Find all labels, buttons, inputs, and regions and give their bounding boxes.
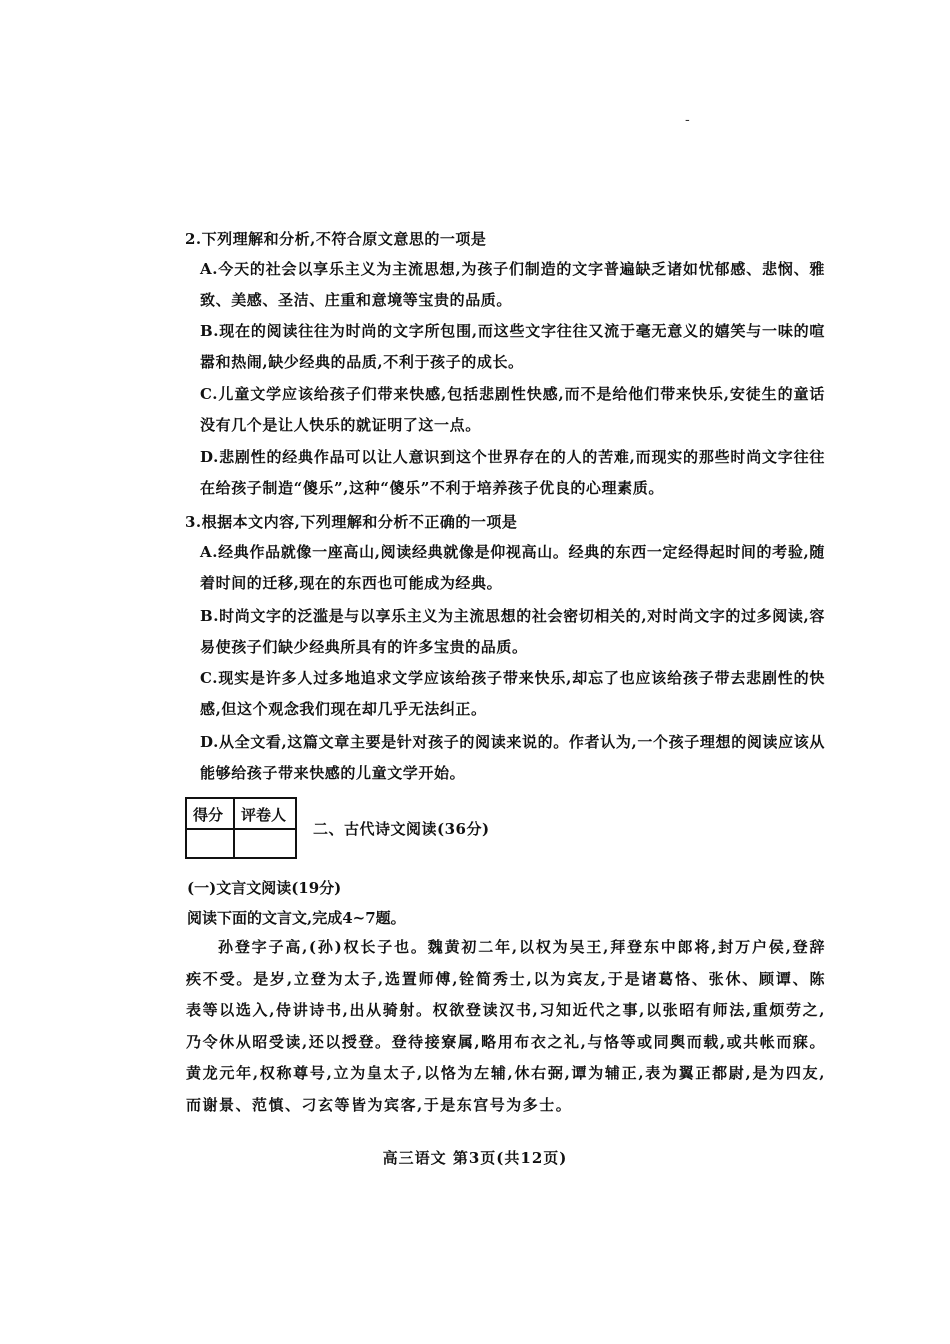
page-footer: 高三语文 第3页(共12页) bbox=[382, 1149, 568, 1167]
question-2-stem: 2.下列理解和分析,不符合原文意思的一项是 bbox=[185, 230, 487, 248]
option-label: A. bbox=[200, 543, 219, 561]
option-label: B. bbox=[200, 322, 220, 340]
option-label: A. bbox=[200, 260, 219, 278]
q3-option-a bbox=[200, 537, 825, 599]
option-text: 时尚文字的泛滥是与以享乐主义为主流思想的社会密切相关的,对时尚文字的过多阅读,容易使孩子们缺少经典所具有的许多宝贵的品质。 bbox=[200, 607, 825, 656]
q3-option-b bbox=[200, 601, 825, 663]
q3-option-c bbox=[200, 663, 825, 725]
score-header: 得分 bbox=[193, 806, 224, 824]
option-label: C. bbox=[200, 669, 219, 687]
subsection-title: (一)文言文阅读(19分) bbox=[187, 879, 342, 897]
classical-passage: 孙登字子高,(孙)权长子也。魏黄初二年,以权为吴王,拜登东中郎将,封万户侯,登辞疾不受。是岁,立登为太子,选置师傅,铨简秀士,以为宾友,于是诸葛恪、张休、顾谭、陈表等以选入,侍讲诗书,出从骑射。权欲登读汉书,习知近代之事,以张昭有师法,重烦劳之,乃令休从昭受读,还以授登。登待接寮属,略用布衣之礼,与恪等或同舆而载,或共帐而寐。黄龙元年,权称尊号,立为皇太子,以恪为左辅,休右弼,谭为辅正,表为翼正都尉,是为四友,而谢景、范慎、刁玄等皆为宾客,于是东宫号为多士。 bbox=[186, 938, 826, 1114]
table-divider bbox=[187, 828, 295, 830]
option-label: C. bbox=[200, 385, 219, 403]
section-title: 二、古代诗文阅读(36分) bbox=[313, 820, 490, 838]
q2-option-c bbox=[200, 379, 825, 441]
option-text: 从全文看,这篇文章主要是针对孩子的阅读来说的。作者认为,一个孩子理想的阅读应该从能够给孩子带来快感的儿童文学开始。 bbox=[200, 733, 825, 782]
q2-option-b bbox=[200, 316, 825, 378]
option-text: 今天的社会以享乐主义为主流思想,为孩子们制造的文字普遍缺乏诸如忧郁感、悲悯、雅致、美感、圣洁、庄重和意境等宝贵的品质。 bbox=[200, 260, 825, 309]
grader-header: 评卷人 bbox=[241, 806, 287, 824]
header-mark: - bbox=[685, 112, 690, 128]
q2-option-d bbox=[200, 442, 825, 504]
option-text: 现在的阅读往往为时尚的文字所包围,而这些文字往往又流于毫无意义的嬉笑与一味的喧嚣和热闹,缺少经典的品质,不利于孩子的成长。 bbox=[200, 322, 825, 371]
score-table bbox=[185, 797, 297, 859]
question-3-stem: 3.根据本文内容,下列理解和分析不正确的一项是 bbox=[185, 513, 518, 531]
option-text: 现实是许多人过多地追求文学应该给孩子带来快乐,却忘了也应该给孩子带去悲剧性的快感,但这个观念我们现在却几乎无法纠正。 bbox=[200, 669, 825, 718]
option-label: B. bbox=[200, 607, 220, 625]
option-label: D. bbox=[200, 448, 219, 466]
option-text: 儿童文学应该给孩子们带来快感,包括悲剧性快感,而不是给他们带来快乐,安徒生的童话没有几个是让人快乐的就证明了这一点。 bbox=[200, 385, 825, 434]
option-text: 经典作品就像一座高山,阅读经典就像是仰视高山。经典的东西一定经得起时间的考验,随着时间的迁移,现在的东西也可能成为经典。 bbox=[200, 543, 825, 592]
option-text: 悲剧性的经典作品可以让人意识到这个世界存在的人的苦难,而现实的那些时尚文字往往在给孩子制造“傻乐”,这种“傻乐”不利于培养孩子优良的心理素质。 bbox=[200, 448, 825, 497]
q2-option-a bbox=[200, 254, 825, 316]
option-label: D. bbox=[200, 733, 219, 751]
instruction: 阅读下面的文言文,完成4~7题。 bbox=[187, 909, 406, 927]
q3-option-d bbox=[200, 727, 825, 789]
